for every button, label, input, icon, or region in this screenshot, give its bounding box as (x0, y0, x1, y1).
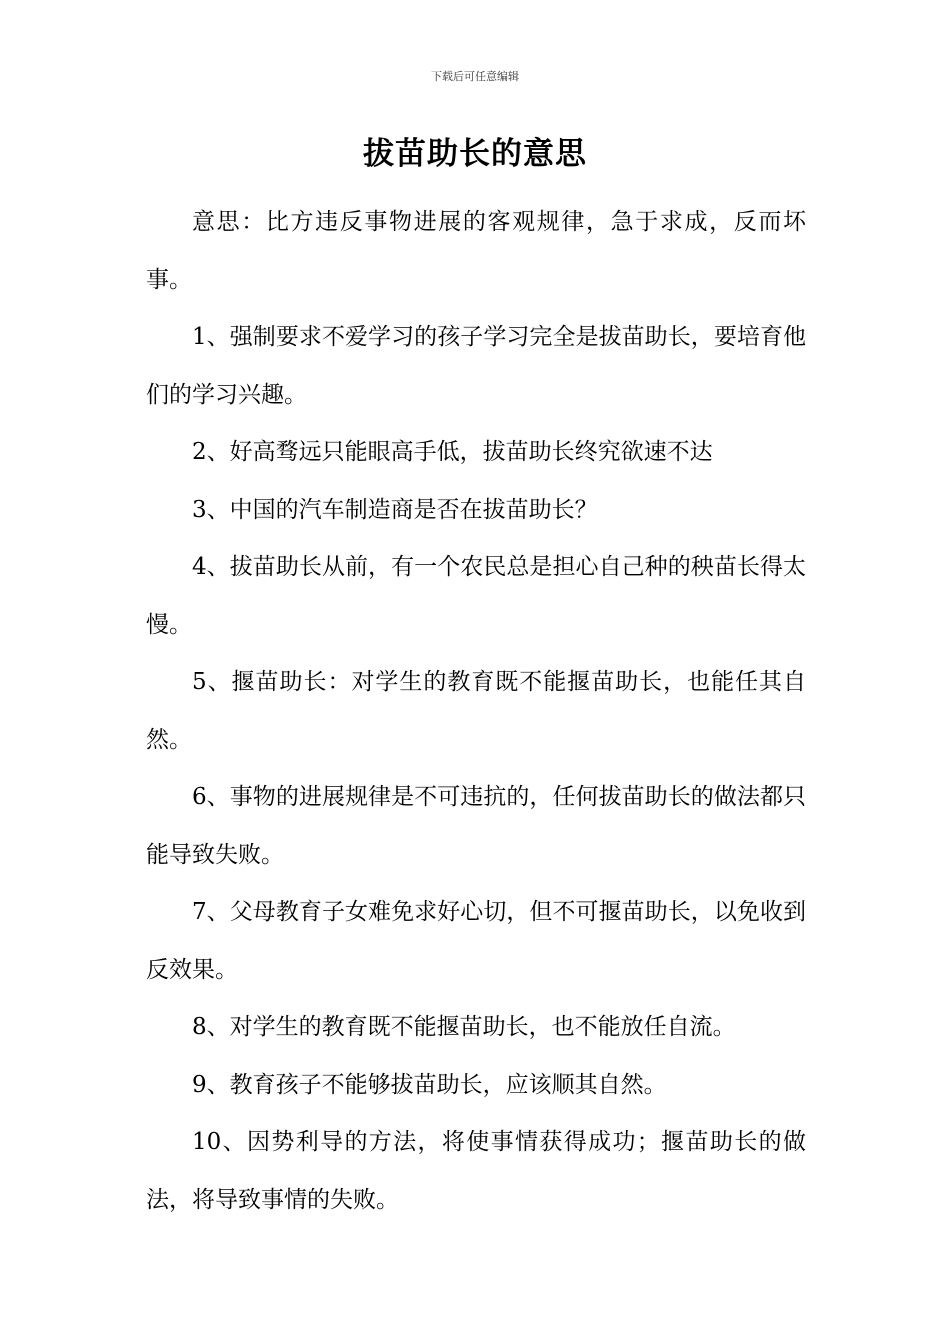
paragraph-item-6: 6、事物的进展规律是不可违抗的，任何拔苗助长的做法都只能导致失败。 (146, 784, 806, 868)
paragraph-item-8: 8、对学生的教育既不能揠苗助长，也不能放任自流。 (192, 1014, 736, 1040)
header-note: 下载后可任意编辑 (431, 70, 519, 83)
paragraph-item-1: 1、强制要求不爱学习的孩子学习完全是拔苗助长，要培育他们的学习兴趣。 (146, 324, 806, 408)
paragraph-item-2: 2、好高骛远只能眼高手低，拔苗助长终究欲速不达 (192, 439, 713, 465)
paragraph-item-7: 7、父母教育子女难免求好心切，但不可揠苗助长，以免收到反效果。 (146, 899, 806, 983)
document-title: 拔苗助长的意思 (363, 136, 587, 172)
document-body (146, 194, 806, 1229)
paragraph-item-5: 5、揠苗助长：对学生的教育既不能揠苗助长，也能任其自然。 (146, 669, 806, 753)
paragraph-item-10: 10、因势利导的方法，将使事情获得成功；揠苗助长的做法，将导致事情的失败。 (146, 1129, 806, 1213)
paragraph-item-9: 9、教育孩子不能够拔苗助长，应该顺其自然。 (192, 1071, 667, 1098)
paragraph-definition: 意思：比方违反事物进展的客观规律，急于求成，反而坏事。 (146, 209, 806, 293)
paragraph-item-3: 3、中国的汽车制造商是否在拔苗助长？ (192, 496, 598, 523)
paragraph-item-4: 4、拔苗助长从前，有一个农民总是担心自己种的秧苗长得太慢。 (146, 554, 806, 638)
